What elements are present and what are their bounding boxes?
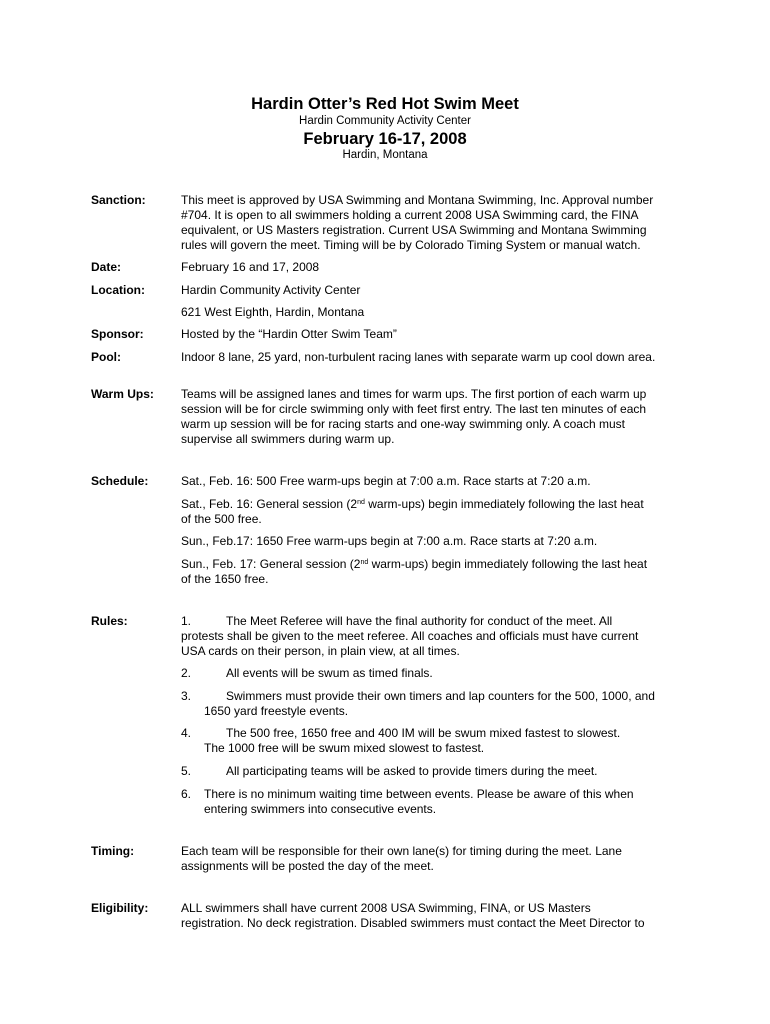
schedule-sun-general — [181, 557, 681, 587]
meet-dates: February 16-17, 2008 — [303, 130, 467, 148]
timing-line: Each team will be responsible for their own lane(s) for timing during the meet. Lane — [181, 844, 622, 858]
location-address: 621 West Eighth, Hardin, Montana — [181, 305, 365, 319]
warmups-line: supervise all swimmers during warm up. — [181, 432, 395, 446]
rule-4-cont: The 1000 free will be swum mixed slowest to fastest. — [204, 741, 485, 755]
meet-title: Hardin Otter’s Red Hot Swim Meet — [251, 95, 519, 113]
warmups-text — [181, 387, 681, 447]
pool-text: Indoor 8 lane, 25 yard, non-turbulent racing lanes with separate warm up cool down area. — [181, 350, 656, 364]
schedule-sat-general-c: of the 500 free. — [181, 512, 262, 526]
timing-label: Timing: — [91, 844, 135, 858]
schedule-sun-general-b: warm-ups) begin immediately following the last heat — [368, 557, 648, 571]
warmups-line: session will be for circle swimming only with feet first entry. The last ten minutes of each — [181, 402, 647, 416]
sanction-line: This meet is approved by USA Swimming and Montana Swimming, Inc. Approval number — [181, 193, 654, 207]
pool-label: Pool: — [91, 350, 121, 364]
timing-text — [181, 844, 681, 874]
rule-2-number: 2. — [181, 666, 192, 680]
rule-5-line: All participating teams will be asked to provide timers during the meet. — [226, 764, 598, 778]
sponsor-text: Hosted by the “Hardin Otter Swim Team” — [181, 327, 397, 341]
schedule-sat-general-a: Sat., Feb. 16: General session (2 — [181, 497, 358, 511]
schedule-sat-general-b: warm-ups) begin immediately following the last heat — [364, 497, 644, 511]
rule-1 — [181, 614, 681, 659]
rule-3 — [181, 689, 681, 704]
location-name: Hardin Community Activity Center — [181, 283, 361, 297]
rule-6-cont: entering swimmers into consecutive events. — [204, 802, 437, 816]
rule-6 — [181, 787, 681, 802]
rule-3-line: Swimmers must provide their own timers and lap counters for the 500, 1000, and — [226, 689, 655, 703]
sanction-line: equivalent, or US Masters registration. Current USA Swimming and Montana Swimming — [181, 223, 647, 237]
schedule-sat-500: Sat., Feb. 16: 500 Free warm-ups begin at 7:00 a.m. Race starts at 7:20 a.m. — [181, 474, 591, 488]
eligibility-text — [181, 901, 681, 931]
schedule-sat-general — [181, 497, 681, 527]
rule-1-number: 1. — [181, 614, 192, 628]
eligibility-line: ALL swimmers shall have current 2008 USA Swimming, FINA, or US Masters — [181, 901, 591, 915]
schedule-sun-general-a: Sun., Feb. 17: General session (2 — [181, 557, 361, 571]
rule-5 — [181, 764, 681, 779]
venue-subtitle: Hardin Community Activity Center — [299, 115, 471, 127]
rule-4 — [181, 726, 681, 741]
schedule-label: Schedule: — [91, 474, 149, 488]
rule-6-number: 6. — [181, 787, 192, 801]
schedule-sun-general-sup: nd — [360, 559, 369, 566]
timing-line: assignments will be posted the day of the meet. — [181, 859, 434, 873]
sponsor-label: Sponsor: — [91, 327, 144, 341]
rule-3-number: 3. — [181, 689, 192, 703]
schedule-sun-1650: Sun., Feb.17: 1650 Free warm-ups begin at 7:00 a.m. Race starts at 7:20 a.m. — [181, 534, 598, 548]
sanction-text — [181, 193, 681, 253]
rule-4-line: The 500 free, 1650 free and 400 IM will be swum mixed fastest to slowest. — [226, 726, 621, 740]
rule-6-line: There is no minimum waiting time between events. Please be aware of this when — [204, 787, 634, 801]
eligibility-line: registration. No deck registration. Disabled swimmers must contact the Meet Director to — [181, 916, 645, 930]
rule-1-line: The Meet Referee will have the final authority for conduct of the meet. All — [226, 614, 613, 628]
rule-1-line: protests shall be given to the meet referee. All coaches and officials must have current — [181, 629, 639, 643]
warmups-line: warm up session will be for racing starts and one-way swimming only. A coach must — [181, 417, 625, 431]
sanction-line: #704. It is open to all swimmers holding a current 2008 USA Swimming card, the FINA — [181, 208, 639, 222]
warmups-label: Warm Ups: — [91, 387, 154, 401]
warmups-line: Teams will be assigned lanes and times for warm ups. The first portion of each warm up — [181, 387, 647, 401]
date-label: Date: — [91, 260, 122, 274]
rule-1-line: USA cards on their person, in plain view, at all times. — [181, 644, 460, 658]
eligibility-label: Eligibility: — [91, 901, 149, 915]
rule-3-cont: 1650 yard freestyle events. — [204, 704, 349, 718]
rule-4-number: 4. — [181, 726, 192, 740]
sanction-label: Sanction: — [91, 193, 146, 207]
meet-city: Hardin, Montana — [342, 149, 428, 161]
location-label: Location: — [91, 283, 145, 297]
rule-2-line: All events will be swum as timed finals. — [226, 666, 433, 680]
rule-5-number: 5. — [181, 764, 192, 778]
rule-2 — [181, 666, 681, 681]
date-text: February 16 and 17, 2008 — [181, 260, 320, 274]
schedule-sun-general-c: of the 1650 free. — [181, 572, 269, 586]
schedule-sat-general-sup: nd — [357, 499, 365, 506]
sanction-line: rules will govern the meet. Timing will be by Colorado Timing System or manual watch. — [181, 238, 641, 252]
rules-label: Rules: — [91, 614, 128, 628]
